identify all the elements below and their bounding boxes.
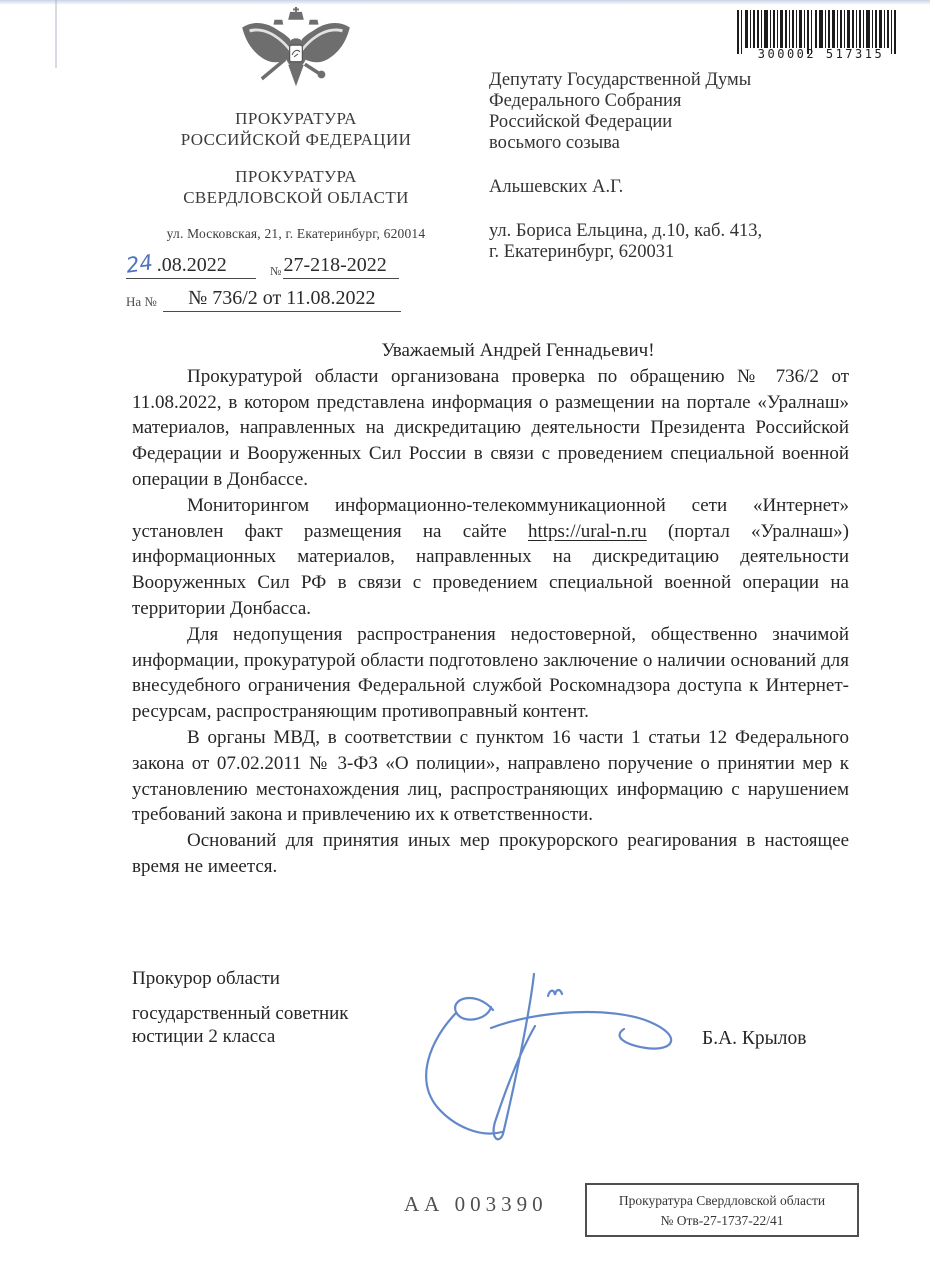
org-name-line: РОССИЙСКОЙ ФЕДЕРАЦИИ [180, 130, 412, 149]
addressee-address-line: ул. Бориса Ельцина, д.10, каб. 413, [489, 221, 763, 241]
date-field [126, 252, 256, 279]
outgoing-number: 27-218-2022 [283, 254, 399, 279]
signer-title: Прокурор области [132, 968, 280, 989]
org-subname-line: ПРОКУРАТУРА [235, 167, 357, 186]
handwritten-signature [398, 968, 698, 1148]
addressee-address-line: г. Екатеринбург, 620031 [489, 242, 675, 262]
date-month-year: .08.2022 [156, 254, 227, 276]
date-number-row [126, 252, 466, 279]
barcode-digits: 300002 517315 [757, 47, 885, 60]
signer-titles [132, 967, 349, 1048]
signer-rank-line: юстиции 2 класса [132, 1026, 276, 1047]
stamp-org-name: Прокуратура Свердловской области [618, 1193, 826, 1208]
letterhead-address: ул. Московская, 21, г. Екатеринбург, 620014 [166, 226, 426, 241]
reply-label: На № [126, 294, 157, 309]
salutation: Уважаемый Андрей Геннадьевич! [381, 340, 655, 361]
scan-edge-artifact [0, 0, 930, 5]
scan-line-artifact [55, 0, 57, 68]
stamp-reg-number: № Отв-27-1737-22/41 [660, 1213, 784, 1228]
handwritten-day: 24 [124, 250, 155, 278]
addressee-block [489, 70, 884, 263]
paragraph-1: Прокуратурой области организована проверка по обращению № 736/2 от 11.08.2022, в котором представлена информация о размещении на портале «Уралнаш» материалов, направленных на дискредитацию деятельности Президента Российской Федерации и Вооруженных Сил России в связи с проведением специальной военной операции в Донбассе. [132, 365, 849, 490]
reply-reference-value: № 736/2 от 11.08.2022 [163, 287, 401, 312]
form-serial-number: АА 003390 [404, 1192, 548, 1216]
letter-body [132, 338, 849, 880]
paragraph-3: Для недопущения распространения недостоверной, общественно значимой информации, прокуратурой области подготовлено заключение о наличии оснований для внесудебного ограничения Федеральной службой Роскомнадзора доступа к Интернет-ресурсам, распространяющим противоправный контент. [132, 623, 849, 723]
paragraph-5: Оснований для принятия иных мер прокурорского реагирования в настоящее время не имеется. [132, 830, 849, 877]
addressee-line: Российской Федерации [489, 112, 673, 132]
addressee-name: Альшевских А.Г. [489, 177, 624, 197]
barcode [735, 8, 907, 60]
paragraph-4: В органы МВД, в соответствии с пунктом 16 части 1 статьи 12 Федерального закона от 07.02.2011 № 3-ФЗ «О полиции», направлено поручение о принятии мер к установлению местонахождения лиц, распространяющих информацию с нарушением требований закона и привлечению их к ответственности. [132, 726, 849, 826]
signer-name: Б.А. Крылов [702, 1028, 807, 1049]
registration-stamp [585, 1183, 859, 1237]
letterhead [126, 6, 466, 312]
url-link[interactable]: https://ural-n.ru [527, 520, 647, 542]
coat-of-arms-icon [237, 6, 355, 96]
signer-rank-line: государственный советник [132, 1003, 349, 1024]
addressee-line: Депутату Государственной Думы [489, 70, 752, 90]
addressee-line: Федерального Собрания [489, 91, 682, 111]
addressee-line: восьмого созыва [489, 133, 620, 153]
org-subname-line: СВЕРДЛОВСКОЙ ОБЛАСТИ [183, 188, 409, 207]
paragraph-2-text: Мониторингом информационно-телекоммуникационной сети «Интернет» установлен факт размещения на сайте [132, 494, 849, 542]
org-name-line: ПРОКУРАТУРА [235, 109, 357, 128]
paragraph-2-text: (портал «Уралнаш») информационных материалов, направленных на дискредитацию деятельности Вооруженных Сил РФ в связи с проведением специальной военной операции на территории Донбасса. [132, 520, 849, 619]
reply-reference-row [126, 287, 466, 312]
paragraph-2 [132, 493, 849, 622]
number-sign: № [270, 264, 282, 278]
